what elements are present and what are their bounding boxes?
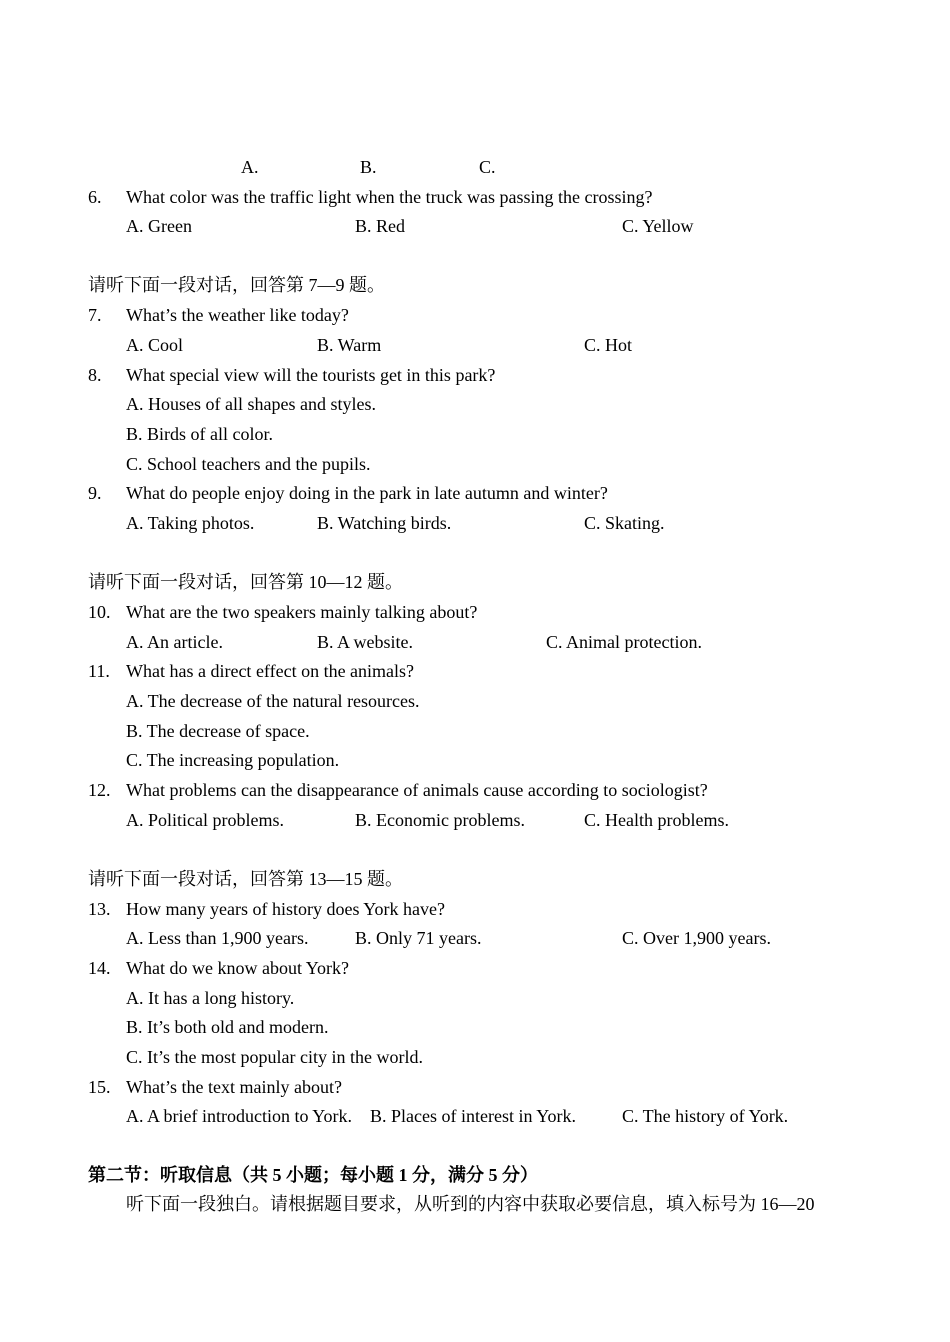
question-7-option-c: C. Hot: [584, 335, 633, 355]
question-10-option-c: C. Animal protection.: [546, 632, 702, 652]
question-12-option-b: B. Economic problems.: [355, 810, 525, 830]
picture-option-b: B.: [360, 157, 377, 177]
question-6-number: 6.: [88, 187, 102, 207]
section-2-heading: 第二节：听取信息（共 5 小题；每小题 1 分，满分 5 分）: [88, 1165, 538, 1185]
question-12-option-a: A. Political problems.: [126, 810, 284, 830]
question-8-number: 8.: [88, 365, 102, 385]
instruction-13-15: 请听下面一段对话，回答第 13—15 题。: [88, 869, 403, 889]
question-7-text: What’s the weather like today?: [126, 305, 349, 325]
question-10-option-b: B. A website.: [317, 632, 414, 652]
question-7-option-b: B. Warm: [317, 335, 382, 355]
question-9-option-c: C. Skating.: [584, 513, 665, 533]
question-9-option-a: A. Taking photos.: [126, 513, 255, 533]
question-7-option-a: A. Cool: [126, 335, 184, 355]
question-12-number: 12.: [88, 780, 111, 800]
question-6-text: What color was the traffic light when the truck was passing the crossing?: [126, 187, 653, 207]
question-11-number: 11.: [88, 661, 110, 681]
question-11-option-a: A. The decrease of the natural resources.: [126, 691, 420, 711]
question-11-option-b: B. The decrease of space.: [126, 721, 310, 741]
question-6-option-c: C. Yellow: [622, 216, 694, 236]
question-13-option-a: A. Less than 1,900 years.: [126, 928, 309, 948]
question-15-text: What’s the text mainly about?: [126, 1077, 342, 1097]
question-13-text: How many years of history does York have?: [126, 899, 445, 919]
question-14-text: What do we know about York?: [126, 958, 349, 978]
picture-option-c: C.: [479, 157, 496, 177]
question-7-number: 7.: [88, 305, 102, 325]
question-9-text: What do people enjoy doing in the park in late autumn and winter?: [126, 483, 608, 503]
instruction-7-9: 请听下面一段对话，回答第 7—9 题。: [88, 275, 385, 295]
question-8-text: What special view will the tourists get in this park?: [126, 365, 496, 385]
question-8-option-a: A. Houses of all shapes and styles.: [126, 394, 376, 414]
question-12-text: What problems can the disappearance of animals cause according to sociologist?: [126, 780, 708, 800]
section-2-instruction: 听下面一段独白。请根据题目要求，从听到的内容中获取必要信息，填入标号为 16—20: [126, 1194, 815, 1214]
question-10-option-a: A. An article.: [126, 632, 223, 652]
question-13-option-b: B. Only 71 years.: [355, 928, 482, 948]
question-11-option-c: C. The increasing population.: [126, 750, 340, 770]
question-14-option-c: C. It’s the most popular city in the world.: [126, 1047, 423, 1067]
question-6-option-a: A. Green: [126, 216, 192, 236]
instruction-10-12: 请听下面一段对话，回答第 10—12 题。: [88, 572, 403, 592]
question-14-option-b: B. It’s both old and modern.: [126, 1017, 329, 1037]
question-15-number: 15.: [88, 1077, 111, 1097]
picture-option-a: A.: [241, 157, 259, 177]
question-8-option-c: C. School teachers and the pupils.: [126, 454, 371, 474]
question-12-option-c: C. Health problems.: [584, 810, 729, 830]
question-10-text: What are the two speakers mainly talking about?: [126, 602, 478, 622]
question-15-option-c: C. The history of York.: [622, 1106, 789, 1126]
question-15-option-a: A. A brief introduction to York.: [126, 1106, 353, 1126]
question-6-option-b: B. Red: [355, 216, 406, 236]
question-8-option-b: B. Birds of all color.: [126, 424, 273, 444]
question-15-option-b: B. Places of interest in York.: [370, 1106, 576, 1126]
question-13-option-c: C. Over 1,900 years.: [622, 928, 771, 948]
question-14-option-a: A. It has a long history.: [126, 988, 295, 1008]
question-14-number: 14.: [88, 958, 111, 978]
question-11-text: What has a direct effect on the animals?: [126, 661, 415, 681]
question-10-number: 10.: [88, 602, 111, 622]
question-9-option-b: B. Watching birds.: [317, 513, 452, 533]
question-13-number: 13.: [88, 899, 111, 919]
question-9-number: 9.: [88, 483, 102, 503]
